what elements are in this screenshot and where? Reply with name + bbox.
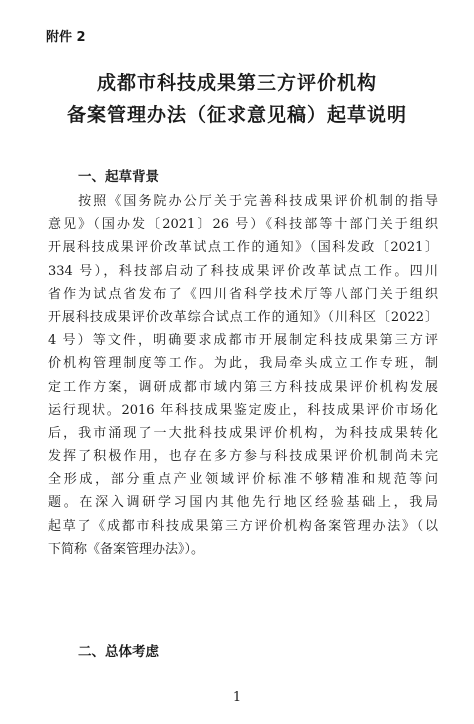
body-line: 开展科技成果评价改革试点工作的通知》（国科发政〔2021〕 [48,240,438,256]
document-title-line-1: 成都市科技成果第三方评价机构 [96,72,377,94]
page-number: 1 [232,690,242,705]
body-line: 起草了《成都市科技成果第三方评价机构备案管理办法》（以 [48,518,438,534]
body-line: 运行现状。2016 年科技成果鉴定废止，科技成果评价市场化 [48,402,438,418]
body-line: 全形成，部分重点产业领域评价标准不够精准和规范等问 [48,472,438,488]
section-heading-background: 一、起草背景 [78,169,159,185]
body-line: 价机构管理制度等工作。为此，我局牵头成立工作专班，制 [48,356,438,372]
body-line: 省作为试点省发布了《四川省科学技术厅等八部门关于组织 [48,286,438,302]
attachment-label: 附件 2 [46,30,86,45]
body-line: 意见》（国办发〔2021〕26 号）《科技部等十部门关于组织 [48,217,438,233]
body-line: 下简称《备案管理办法》）。 [48,541,205,557]
body-line: 发挥了积极作用，也存在多方参与科技成果评价机制尚未完 [48,449,438,465]
body-line: 按照《国务院办公厅关于完善科技成果评价机制的指导 [48,194,438,209]
body-line: 4 号）等文件，明确要求成都市开展制定科技成果第三方评 [48,333,438,349]
body-line: 后，我市涌现了一大批科技成果评价机构，为科技成果转化 [48,425,438,441]
body-line: 334 号），科技部启动了科技成果评价改革试点工作。四川 [48,263,438,279]
section-body-background [48,190,438,561]
document-title-line-2: 备案管理办法（征求意见稿）起草说明 [66,104,407,126]
body-line: 题。在深入调研学习国内其他先行地区经验基础上，我局 [48,495,438,511]
body-line: 定工作方案，调研成都市域内第三方科技成果评价机构发展 [48,379,438,395]
section-heading-overall: 二、总体考虑 [78,644,159,660]
body-line: 开展科技成果评价改革综合试点工作的通知》（川科区〔2022〕 [48,309,438,325]
